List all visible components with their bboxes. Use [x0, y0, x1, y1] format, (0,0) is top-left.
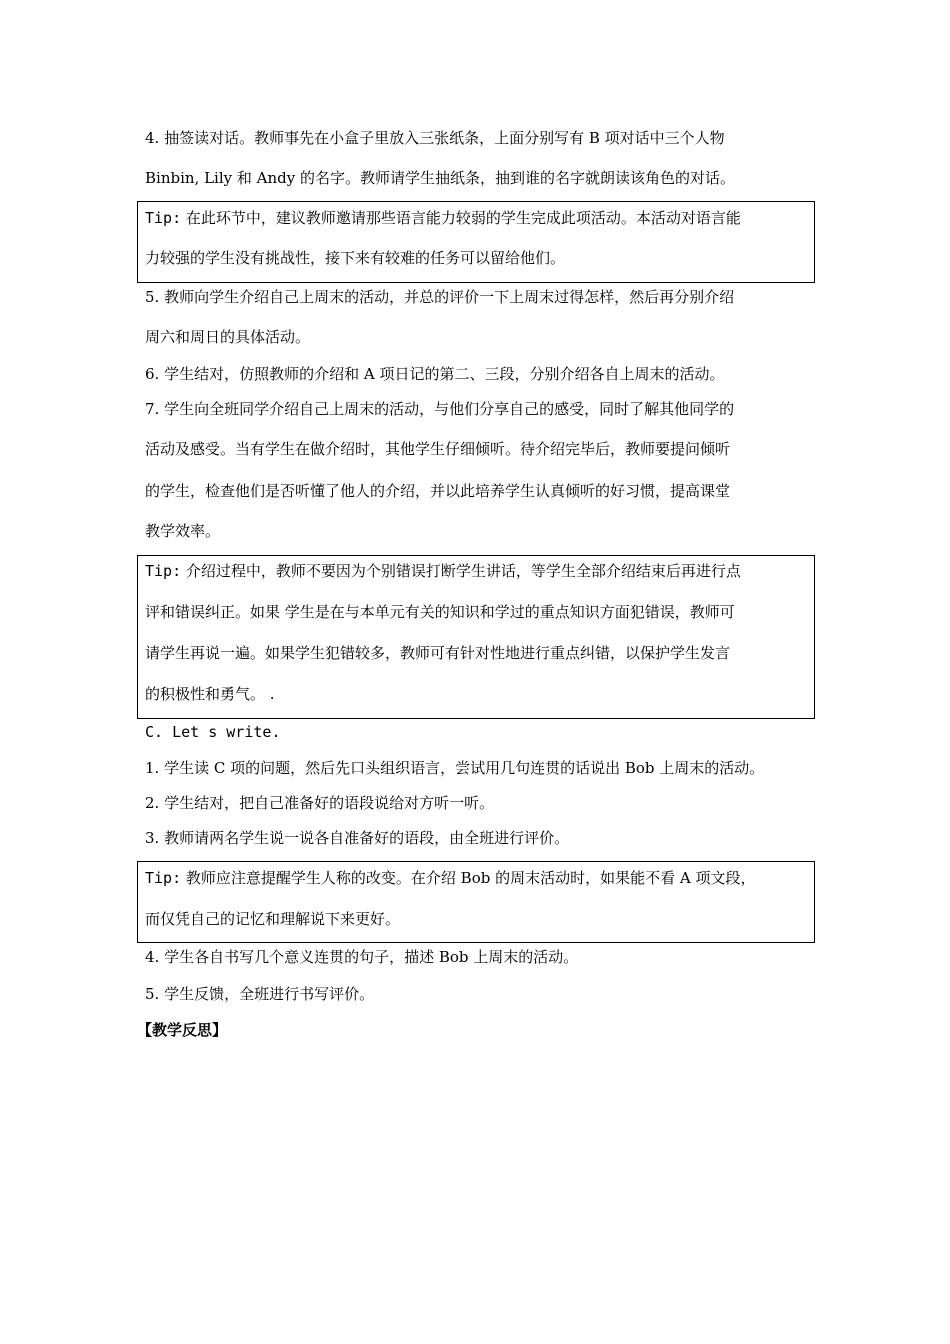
paragraph-4-line-2: Binbin, Lily 和 Andy 的名字。教师请学生抽纸条，抽到谁的名字就朗读该角色的对话。	[145, 169, 735, 187]
tip-box-1	[137, 201, 815, 283]
tip-2-line-2: 评和错误纠正。如果 学生是在与本单元有关的知识和学过的重点知识方面犯错误，教师可	[145, 603, 735, 621]
tip-box-2	[137, 555, 815, 719]
section-c-item-5: 5. 学生反馈，全班进行书写评价。	[145, 985, 375, 1003]
tip-3-line-2: 而仅凭自己的记忆和理解说下来更好。	[145, 910, 401, 928]
paragraph-7-line-4: 教学效率。	[145, 522, 221, 540]
paragraph-4-line-1: 4. 抽签读对话。教师事先在小盒子里放入三张纸条，上面分别写有 B 项对话中三个人物	[145, 129, 725, 147]
tip-box-3	[137, 861, 815, 943]
tip-1-line-1	[145, 208, 741, 228]
section-c-heading: C. Let s write.	[145, 723, 281, 741]
reflection-heading: 【教学反思】	[137, 1021, 228, 1039]
tip-3-text-1: 教师应注意提醒学生人称的改变。在介绍 Bob 的周末活动时，如果能不看 A 项文段，	[185, 869, 756, 887]
tip-1-text-1: 在此环节中，建议教师邀请那些语言能力较弱的学生完成此项活动。本活动对语言能	[185, 209, 741, 227]
section-c-item-1: 1. 学生读 C 项的问题，然后先口头组织语言，尝试用几句连贯的话说出 Bob 上周末的活动。	[145, 759, 765, 777]
paragraph-6: 6. 学生结对，仿照教师的介绍和 A 项日记的第二、三段，分别介绍各自上周末的活动。	[145, 365, 725, 383]
paragraph-7-line-2: 活动及感受。当有学生在做介绍时，其他学生仔细倾听。待介绍完毕后，教师要提问倾听	[145, 440, 731, 458]
tip-2-line-3: 请学生再说一遍。如果学生犯错较多，教师可有针对性地进行重点纠错，以保护学生发言	[145, 644, 731, 662]
tip-2-line-1	[145, 561, 741, 581]
tip-2-label: Tip:	[145, 562, 182, 580]
tip-2-text-1: 介绍过程中，教师不要因为个别错误打断学生讲话，等学生全部介绍结束后再进行点	[185, 562, 741, 580]
paragraph-7-line-3: 的学生，检查他们是否听懂了他人的介绍，并以此培养学生认真倾听的好习惯，提高课堂	[145, 482, 731, 500]
tip-2-line-4: 的积极性和勇气。 .	[145, 685, 275, 703]
section-c-item-4: 4. 学生各自书写几个意义连贯的句子，描述 Bob 上周末的活动。	[145, 948, 579, 966]
paragraph-5-line-2: 周六和周日的具体活动。	[145, 328, 311, 346]
tip-3-line-1	[145, 868, 755, 888]
tip-1-line-2: 力较强的学生没有挑战性，接下来有较难的任务可以留给他们。	[145, 249, 566, 267]
tip-3-label: Tip:	[145, 869, 182, 887]
section-c-item-2: 2. 学生结对，把自己准备好的语段说给对方听一听。	[145, 794, 495, 812]
section-c-item-3: 3. 教师请两名学生说一说各自准备好的语段，由全班进行评价。	[145, 829, 570, 847]
paragraph-5-line-1: 5. 教师向学生介绍自己上周末的活动，并总的评价一下上周末过得怎样，然后再分别介绍	[145, 288, 735, 306]
paragraph-7-line-1: 7. 学生向全班同学介绍自己上周末的活动，与他们分享自己的感受，同时了解其他同学的	[145, 400, 735, 418]
tip-1-label: Tip:	[145, 209, 182, 227]
